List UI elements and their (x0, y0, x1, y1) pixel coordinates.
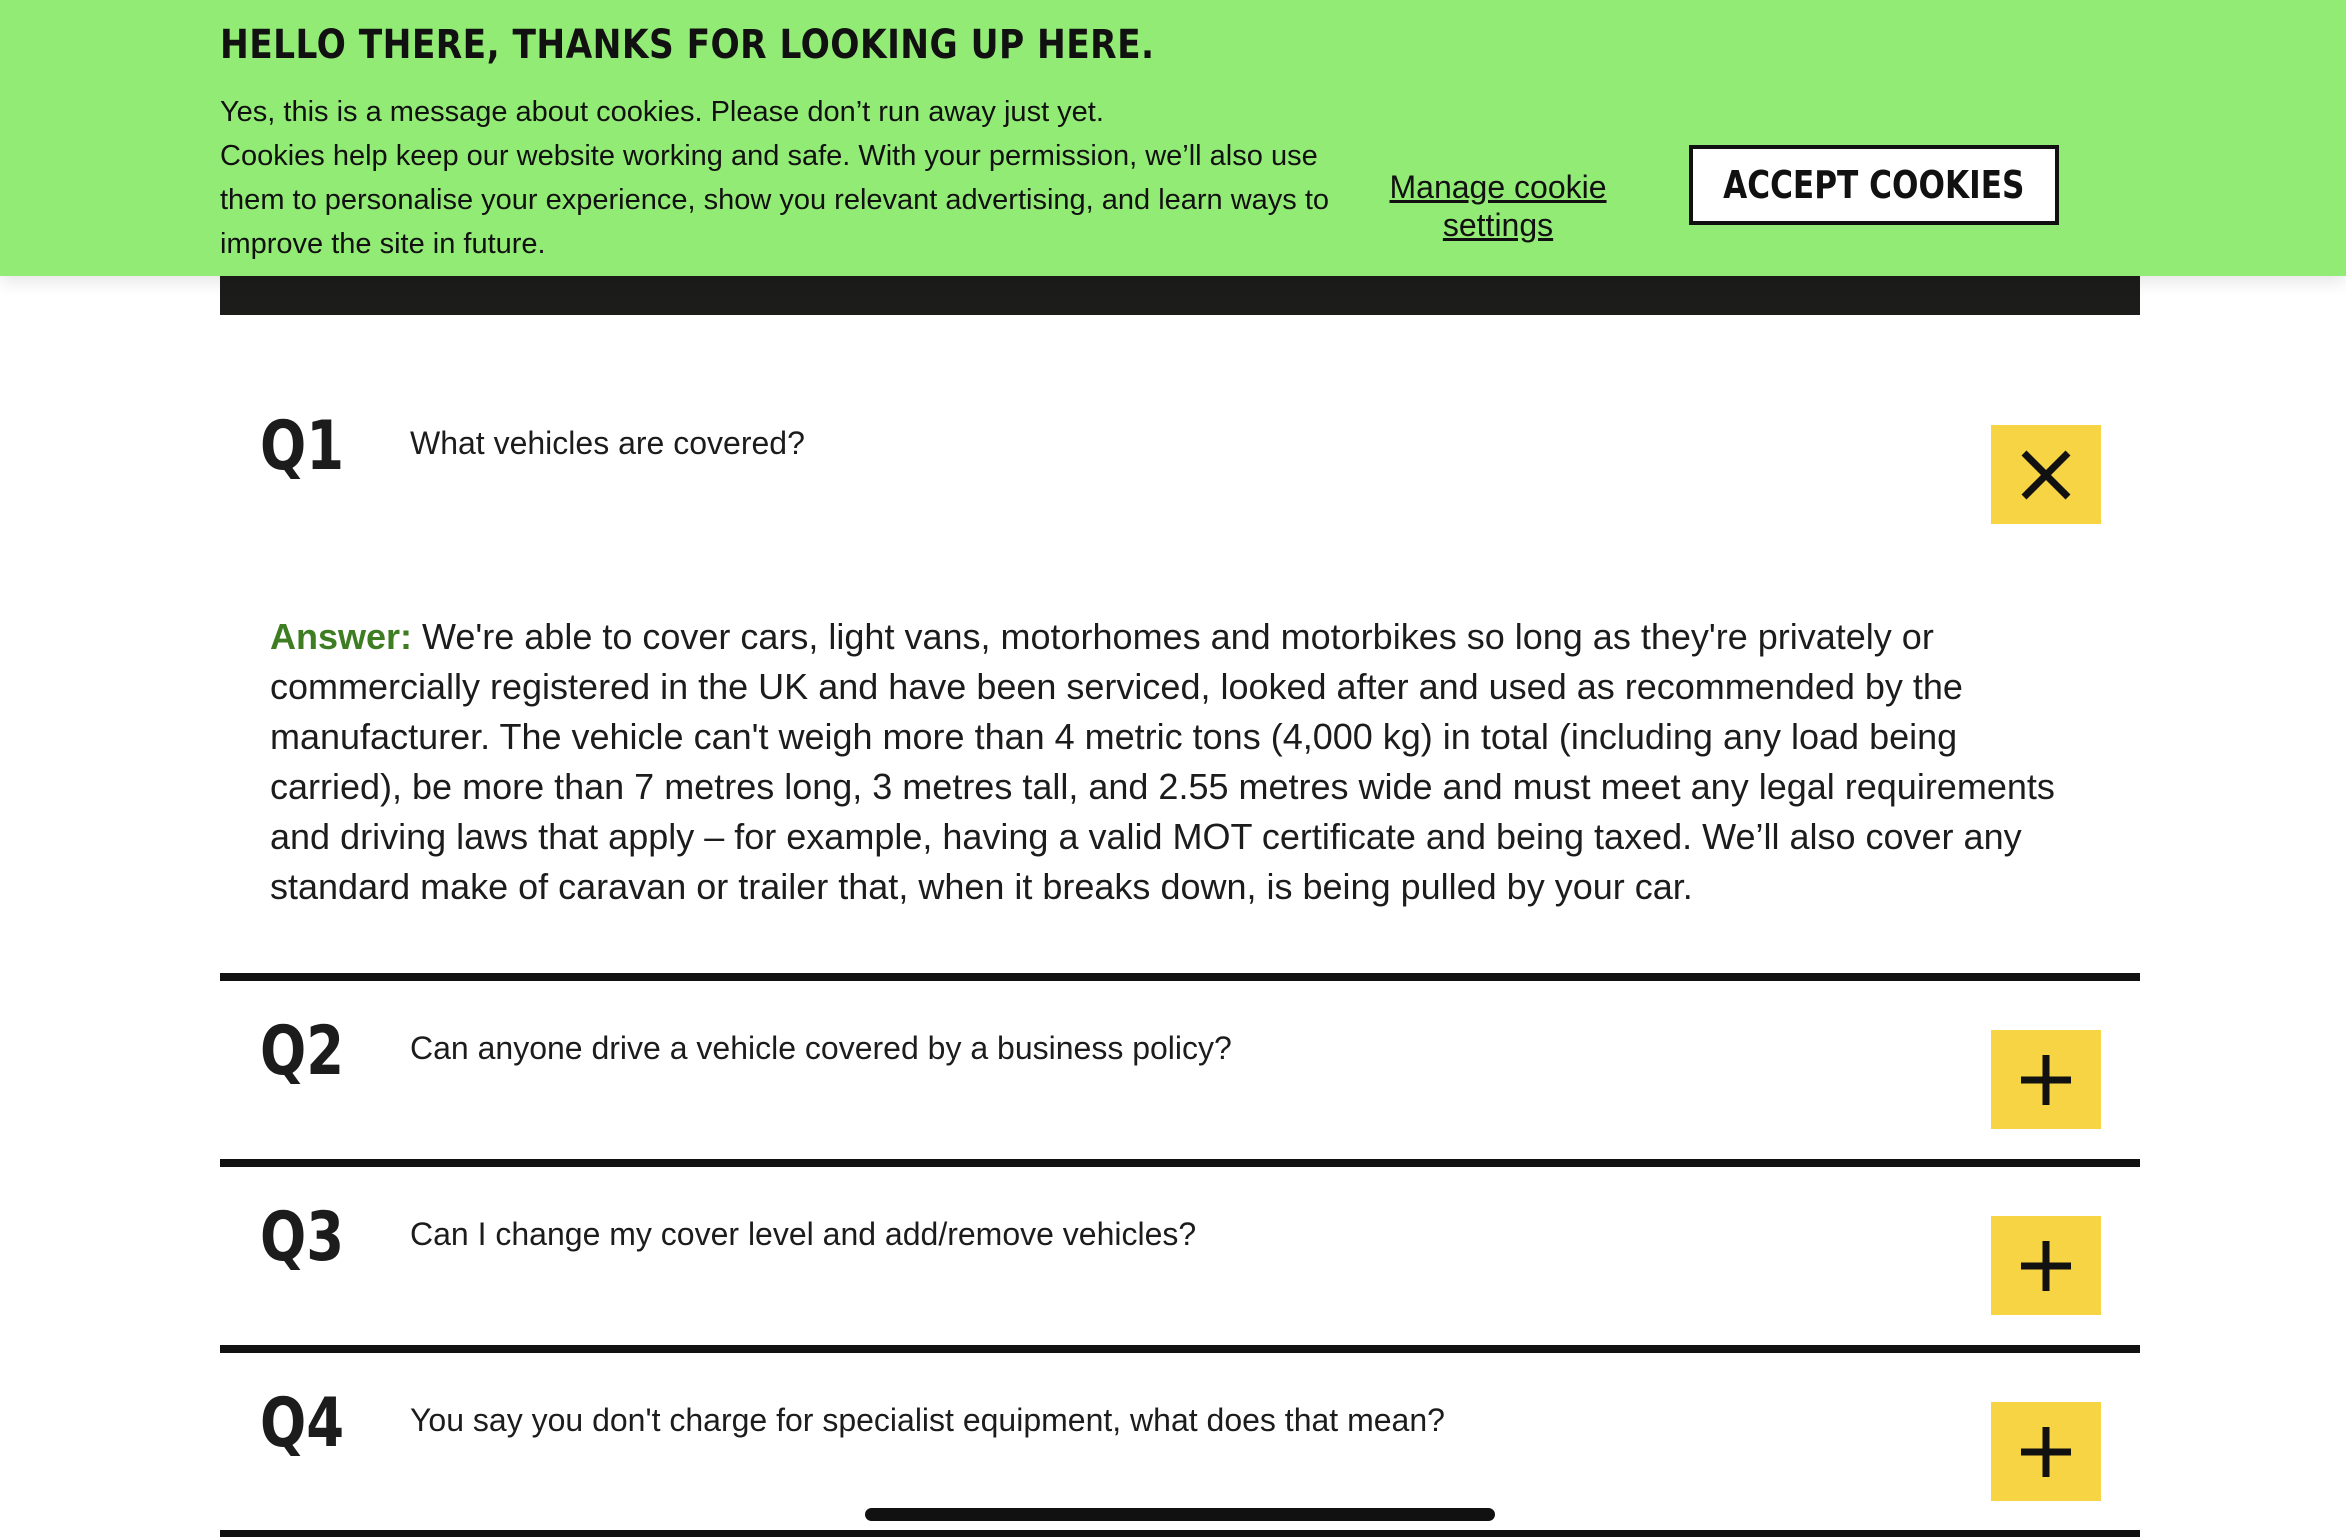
faq-number: Q4 (260, 1384, 345, 1463)
faq-question[interactable]: Can I change my cover level and add/remove vehicles? (410, 1216, 1197, 1252)
faq-question[interactable]: You say you don't charge for specialist equipment, what does that mean? (410, 1402, 1445, 1438)
manage-cookie-settings-link[interactable]: Manage cookie settings (1389, 169, 1607, 243)
home-indicator[interactable] (865, 1508, 1495, 1521)
faq-expand-button[interactable] (1991, 1216, 2101, 1315)
plus-icon (2019, 1239, 2073, 1293)
faq-divider (220, 973, 2140, 981)
faq-item-q1 (220, 405, 2140, 975)
cookie-banner-message (220, 90, 1330, 266)
faq-divider (220, 1159, 2140, 1167)
faq-item-q3 (220, 1196, 2140, 1346)
cookie-message-line-2: Cookies help keep our website working and safe. With your permission, we’ll also use them to personalise your experience, show you relevant advertising, and learn ways to improve the site in future. (220, 140, 1330, 260)
faq-number: Q1 (260, 407, 345, 486)
cookie-message-line-1: Yes, this is a message about cookies. Please don’t run away just yet. (220, 96, 1104, 128)
plus-icon (2019, 1053, 2073, 1107)
faq-item-q2 (220, 1010, 2140, 1160)
accept-cookies-button[interactable] (1689, 145, 2059, 225)
accept-cookies-label: ACCEPT COOKIES (1723, 163, 2025, 207)
faq-number: Q3 (260, 1198, 345, 1277)
faq-collapse-button[interactable] (1991, 425, 2101, 524)
faq-expand-button[interactable] (1991, 1030, 2101, 1129)
faq-question[interactable]: Can anyone drive a vehicle covered by a business policy? (410, 1030, 1232, 1066)
faq-answer (270, 612, 2060, 912)
cookie-banner-title: HELLO THERE, THANKS FOR LOOKING UP HERE. (220, 22, 1155, 68)
cookie-banner (0, 0, 2346, 276)
faq-question[interactable]: What vehicles are covered? (410, 425, 805, 461)
faq-divider (220, 1530, 2140, 1537)
answer-text: We're able to cover cars, light vans, motorhomes and motorbikes so long as they're privately or commercially registered in the UK and have been serviced, looked after and used as recommended by the manufacturer. The vehicle can't weigh more than 4 metric tons (4,000 kg) in total (including any load being carried), be more than 7 metres long, 3 metres tall, and 2.55 metres wide and must meet any legal requirements and driving laws that apply – for example, having a valid MOT certificate and being taxed. We’ll also cover any standard make of caravan or trailer that, when it breaks down, is being pulled by your car. (270, 616, 2055, 907)
faq-expand-button[interactable] (1991, 1402, 2101, 1501)
faq-number: Q2 (260, 1012, 345, 1091)
close-icon (2020, 449, 2072, 501)
plus-icon (2019, 1425, 2073, 1479)
answer-label: Answer: (270, 616, 413, 657)
faq-divider (220, 1345, 2140, 1353)
